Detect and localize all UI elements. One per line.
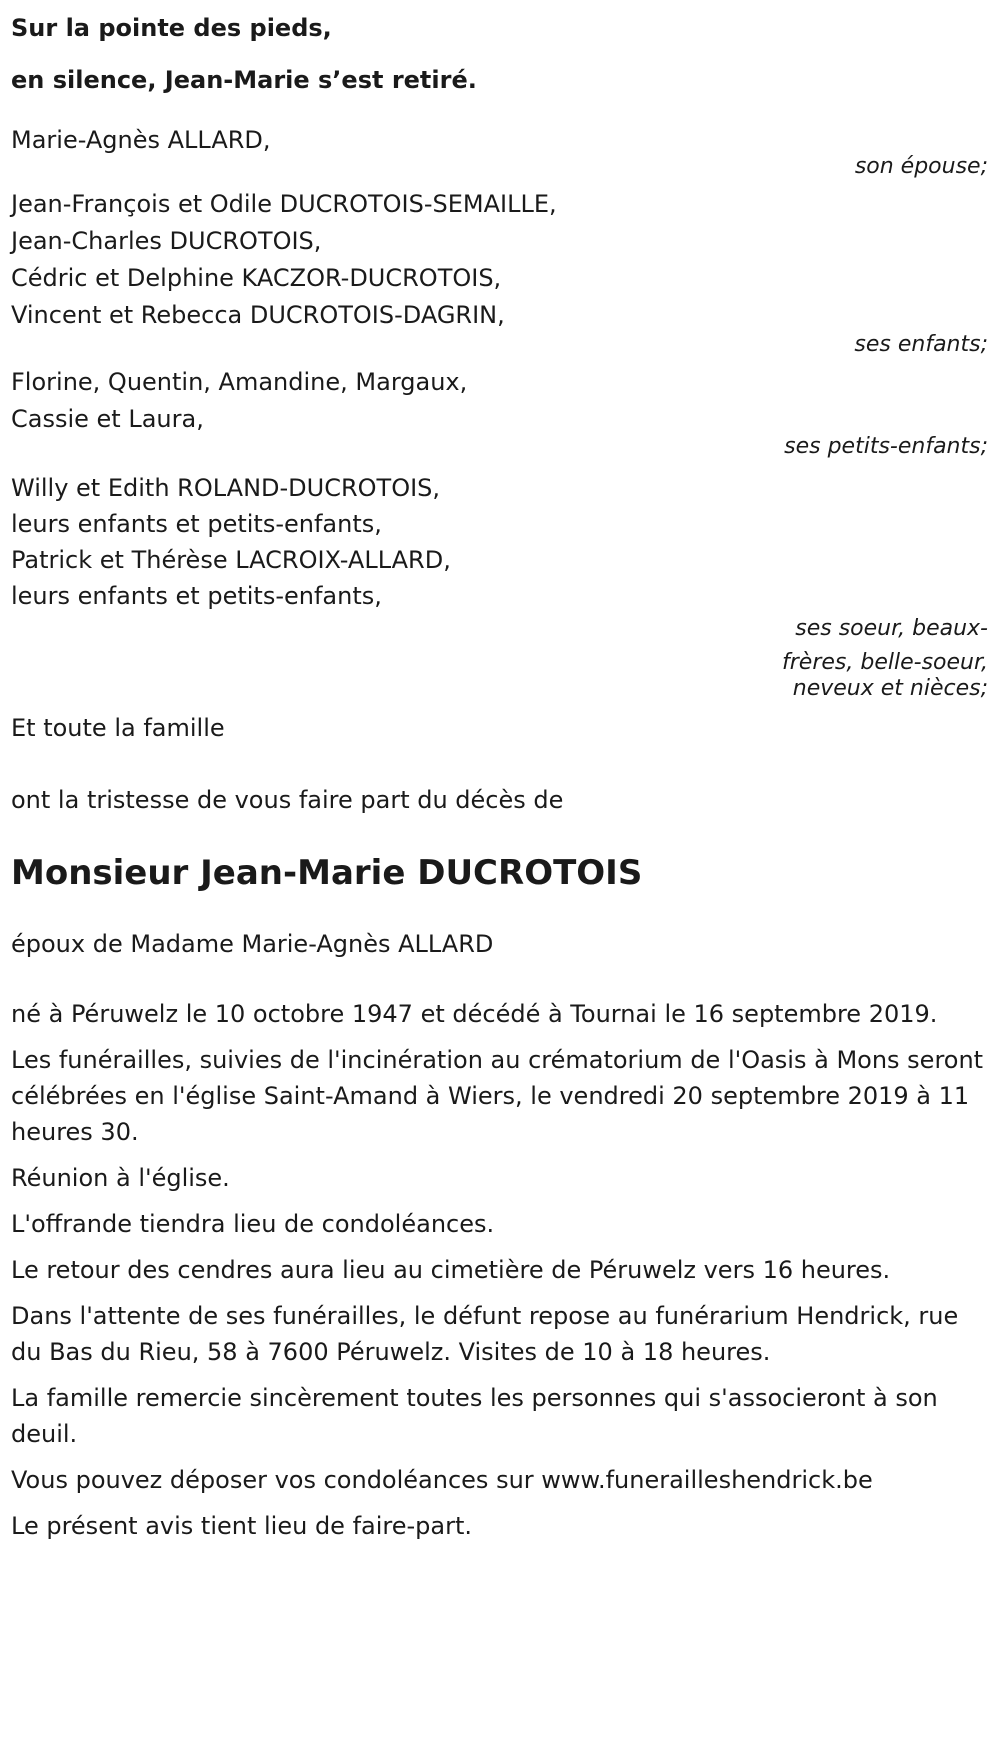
family-name-line: Florine, Quentin, Amandine, Margaux,: [11, 368, 468, 396]
detail-paragraph-ashes: Le retour des cendres aura lieu au cimetière de Péruwelz vers 16 heures.: [11, 1256, 891, 1284]
detail-paragraph-visitation: Dans l'attente de ses funérailles, le défunt repose au funérarium Hendrick, rue du Bas du Rieu, 58 à 7600 Péruwelz. Visites de 10 à 18 heures.: [11, 1302, 959, 1366]
deceased-name: Monsieur Jean-Marie DUCROTOIS: [11, 853, 643, 893]
role-line: frères, belle-soeur,: [782, 650, 988, 675]
family-name-line: Cassie et Laura,: [11, 405, 204, 433]
family-name-line: leurs enfants et petits-enfants,: [11, 510, 382, 538]
detail-paragraph-offering: L'offrande tiendra lieu de condoléances.: [11, 1210, 495, 1238]
intro-line-2: en silence, Jean-Marie s’est retiré.: [11, 66, 477, 94]
intro-line-1: Sur la pointe des pieds,: [11, 14, 332, 42]
announcement-line: ont la tristesse de vous faire part du décès de: [11, 786, 564, 814]
detail-paragraph-meeting: Réunion à l'église.: [11, 1164, 230, 1192]
detail-paragraph-funeral: Les funérailles, suivies de l'incinération au crématorium de l'Oasis à Mons seront célébrées en l'église Saint-Amand à Wiers, le vendredi 20 septembre 2019 à 11 heures 30.: [11, 1046, 984, 1146]
detail-paragraph-birth-death: né à Péruwelz le 10 octobre 1947 et décédé à Tournai le 16 septembre 2019.: [11, 1000, 938, 1028]
role-line: neveux et nièces;: [792, 676, 988, 701]
funeral-details: [11, 996, 989, 1544]
family-role-spouse: son épouse;: [854, 154, 988, 179]
obituary-notice: [11, 0, 989, 1554]
family-group-children: [11, 186, 989, 334]
family-name-line: Patrick et Thérèse LACROIX-ALLARD,: [11, 546, 451, 574]
family-name-line: Willy et Edith ROLAND-DUCROTOIS,: [11, 474, 441, 502]
family-name-line: Vincent et Rebecca DUCROTOIS-DAGRIN,: [11, 301, 505, 329]
role-line: ses soeur, beaux-: [795, 616, 988, 641]
detail-paragraph-condolences: Vous pouvez déposer vos condoléances sur www.funerailleshendrick.be: [11, 1466, 873, 1494]
all-family-line: Et toute la famille: [11, 714, 225, 742]
family-group-grandchildren: [11, 364, 989, 438]
family-name-line: Jean-François et Odile DUCROTOIS-SEMAILLE,: [11, 190, 557, 218]
detail-paragraph-notice: Le présent avis tient lieu de faire-part.: [11, 1512, 473, 1540]
family-name-line: Cédric et Delphine KACZOR-DUCROTOIS,: [11, 264, 502, 292]
intro-verse: [11, 2, 989, 106]
family-group-siblings: [11, 470, 989, 614]
family-name-line: Marie-Agnès ALLARD,: [11, 126, 271, 154]
deceased-spouse-line: époux de Madame Marie-Agnès ALLARD: [11, 930, 494, 958]
family-role-grandchildren: ses petits-enfants;: [784, 434, 988, 459]
family-name-line: leurs enfants et petits-enfants,: [11, 582, 382, 610]
family-role-siblings: [11, 612, 989, 701]
family-role-children: ses enfants;: [854, 332, 988, 357]
detail-paragraph-thanks: La famille remercie sincèrement toutes les personnes qui s'associeront à son deuil.: [11, 1384, 938, 1448]
family-name-line: Jean-Charles DUCROTOIS,: [11, 227, 322, 255]
